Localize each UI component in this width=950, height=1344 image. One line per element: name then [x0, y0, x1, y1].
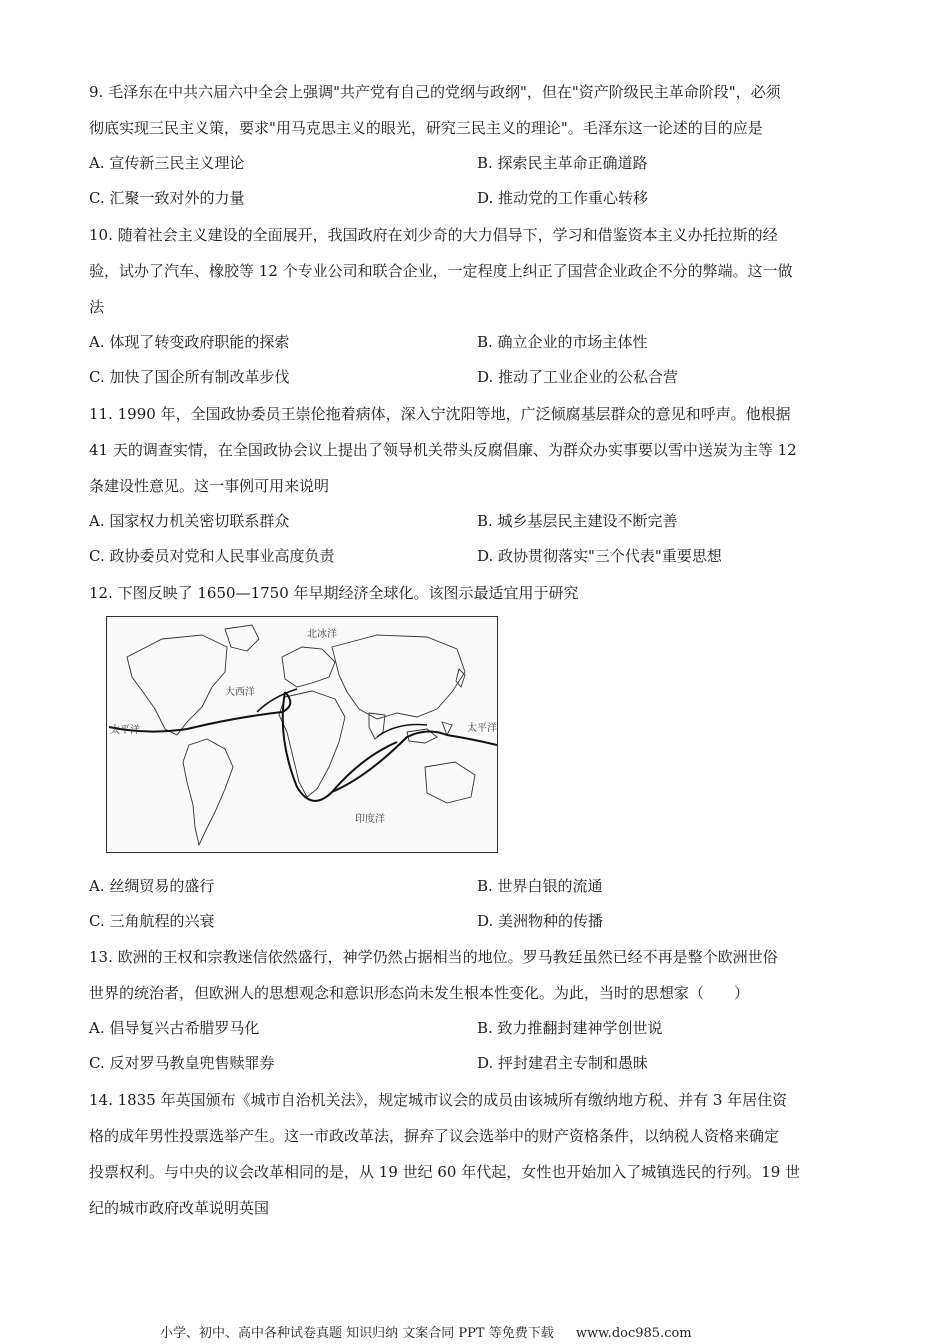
label-indian-ocean: 印度洋 [355, 814, 385, 825]
europe-landmass [282, 647, 335, 687]
trade-route-world-map [106, 616, 498, 853]
q9-option-a: A. 宣传新三民主义理论 [89, 154, 245, 172]
north-america-landmass [127, 635, 227, 735]
q12-option-d: D. 美洲物种的传播 [477, 912, 604, 930]
q9-stem-line-2: 彻底实现三民主义策，要求"用马克思主义的眼光，研究三民主义的理论"。毛泽东这一论述的目的应是 [89, 119, 763, 137]
q10-option-d: D. 推动了工业企业的公私合营 [477, 368, 679, 386]
q9-stem-line-1: 9. 毛泽东在中共六届六中全会上强调"共产党有自己的党纲与政纲"，但在"资产阶级民主革命阶段"，必须 [89, 83, 781, 101]
footer-url[interactable]: www.doc985.com [575, 1326, 692, 1341]
q10-stem-line-2: 验，试办了汽车、橡胶等 12 个专业公司和联合企业，一定程度上纠正了国营企业政企不分的弊端。这一做 [89, 262, 793, 280]
q11-option-c: C. 政协委员对党和人民事业高度负责 [89, 547, 335, 565]
greenland-landmass [225, 625, 259, 651]
q10-stem-line-1: 10. 随着社会主义建设的全面展开，我国政府在刘少奇的大力倡导下，学习和借鉴资本主义办托拉斯的经 [89, 226, 778, 244]
q13-option-d: D. 抨封建君主专制和愚昧 [477, 1054, 649, 1072]
q12-option-b: B. 世界白银的流通 [477, 877, 603, 895]
label-pacific-east: 太平洋 [467, 723, 497, 734]
q11-stem-line-2: 41 天的调查实情，在全国政协会议上提出了领导机关带头反腐倡廉、为群众办实事要以雪中送炭为主等 12 [89, 441, 797, 459]
q12-option-c: C. 三角航程的兴衰 [89, 912, 215, 930]
q11-option-d: D. 政协贯彻落实"三个代表"重要思想 [477, 547, 722, 565]
q10-option-b: B. 确立企业的市场主体性 [477, 333, 648, 351]
footer-text: 小学、初中、高中各种试卷真题 知识归纳 文案合同 PPT 等免费下载 [160, 1326, 554, 1341]
q9-option-b: B. 探索民主革命正确道路 [477, 154, 648, 172]
q11-option-b: B. 城乡基层民主建设不断完善 [477, 512, 678, 530]
asia-coastal-route [377, 725, 427, 738]
q13-option-a: A. 倡导复兴古希腊罗马化 [89, 1019, 260, 1037]
q10-option-c: C. 加快了国企所有制改革步伐 [89, 368, 290, 386]
label-pacific-west: 太平洋 [110, 725, 140, 736]
q14-stem-line-3: 投票权利。与中央的议会改革相同的是，从 19 世纪 60 年代起，女性也开始加入了城镇选民的行列。19 世 [89, 1163, 801, 1181]
q13-option-c: C. 反对罗马教皇兜售赎罪券 [89, 1054, 275, 1072]
south-america-landmass [183, 739, 233, 845]
q12-stem-line-1: 12. 下图反映了 1650—1750 年早期经济全球化。该图示最适宜用于研究 [89, 584, 579, 602]
label-atlantic: 大西洋 [225, 687, 255, 698]
australia-landmass [425, 762, 475, 803]
asia-landmass [332, 635, 465, 719]
page-footer [160, 1326, 692, 1342]
trans-pacific-route-east [447, 735, 497, 745]
q11-option-a: A. 国家权力机关密切联系群众 [89, 512, 290, 530]
label-north-atlantic: 北冰洋 [307, 629, 337, 640]
q13-stem-line-1: 13. 欧洲的王权和宗教迷信依然盛行，神学仍然占据相当的地位。罗马教廷虽然已经不再是整个欧洲世俗 [89, 948, 778, 966]
q9-option-d: D. 推动党的工作重心转移 [477, 189, 649, 207]
q11-stem-line-3: 条建设性意见。这一事例可用来说明 [89, 477, 330, 495]
q10-stem-line-3: 法 [89, 298, 105, 316]
q12-option-a: A. 丝绸贸易的盛行 [89, 877, 215, 895]
world-map-figure [107, 617, 497, 852]
q11-stem-line-1: 11. 1990 年，全国政协委员王崇伦拖着病体，深入宁沈阳等地，广泛倾腐基层群众的意见和呼声。他根据 [89, 405, 791, 423]
q10-option-a: A. 体现了转变政府职能的探索 [89, 333, 290, 351]
q14-stem-line-2: 格的成年男性投票选举产生。这一市政改革法，摒弃了议会选举中的财产资格条件，以纳税人资格来确定 [89, 1127, 780, 1145]
q14-stem-line-4: 纪的城市政府改革说明英国 [89, 1199, 270, 1217]
q14-stem-line-1: 14. 1835 年英国颁布《城市自治机关法》，规定城市议会的成员由该城所有缴纳地方税、并有 3 年居住资 [89, 1091, 788, 1109]
q13-option-b: B. 致力推翻封建神学创世说 [477, 1019, 663, 1037]
q9-option-c: C. 汇聚一致对外的力量 [89, 189, 245, 207]
q13-stem-line-2: 世界的统治者，但欧洲人的思想观念和意识形态尚未发生根本性变化。为此，当时的思想家（ ） [89, 984, 750, 1002]
